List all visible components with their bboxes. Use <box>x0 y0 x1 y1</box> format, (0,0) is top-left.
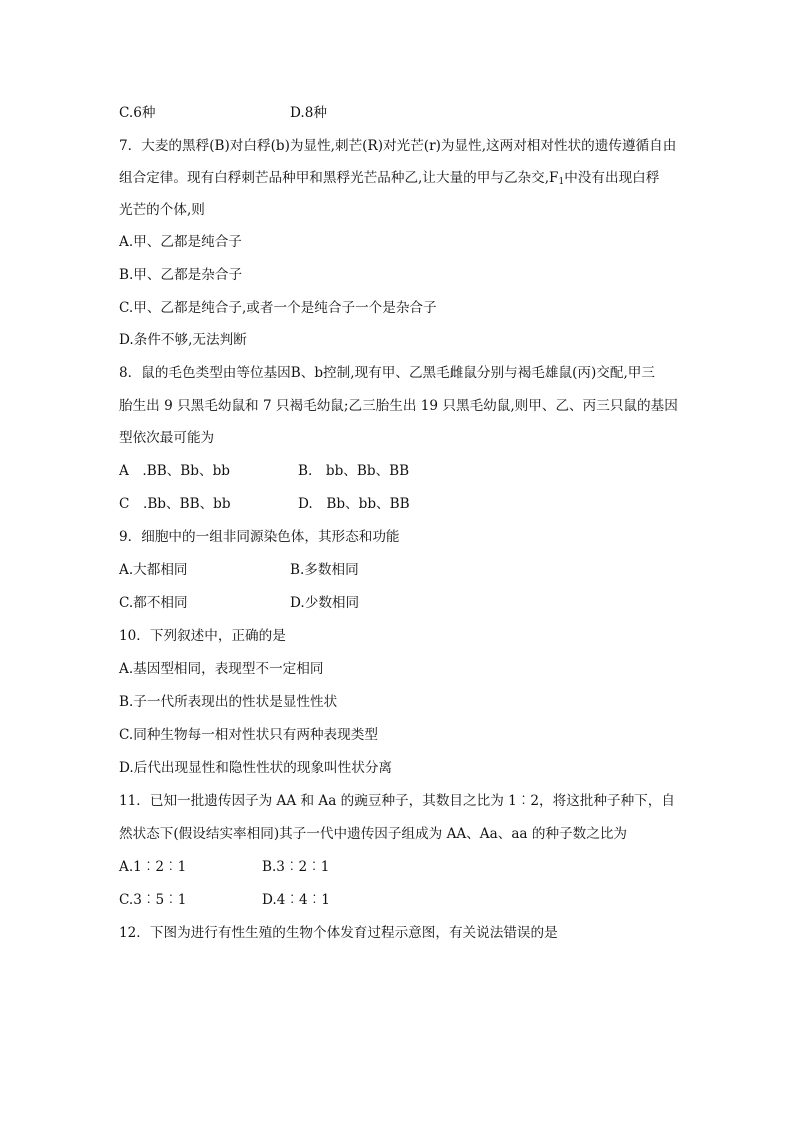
q8-option-row-2 <box>119 494 410 514</box>
q9-option-b: B.多数相同 <box>290 562 359 578</box>
q8-stem-line-2: 胎生出 9 只黑毛幼鼠和 7 只褐毛幼鼠;乙三胎生出 19 只黑毛幼鼠,则甲、乙、丙三只鼠的基因 <box>119 398 678 414</box>
q11-stem-line-1: 11．已知一批遗传因子为 AA 和 Aa 的豌豆种子，其数目之比为 1︰2，将这批种子种下，自 <box>119 793 675 809</box>
q7-option-d: D.条件不够,无法判断 <box>119 332 247 348</box>
q7-option-c: C.甲、乙都是纯合子,或者一个是纯合子一个是杂合子 <box>119 300 437 316</box>
q10-option-a: A.基因型相同，表现型不一定相同 <box>119 661 324 677</box>
q9-option-a: A.大都相同 <box>119 562 188 578</box>
q8-option-d: D. Bb、bb、BB <box>298 496 410 512</box>
q7-option-b: B.甲、乙都是杂合子 <box>119 267 243 283</box>
q10-option-b: B.子一代所表现出的性状是显性性状 <box>119 694 338 710</box>
q8-option-c: C .Bb、BB、bb <box>119 496 231 512</box>
q7-stem-line-2a: 组合定律。现有白稃刺芒品种甲和黑稃光芒品种乙,让大量的甲与乙杂交,F <box>119 170 559 186</box>
q11-option-row-1 <box>119 857 330 877</box>
q9-option-row-2 <box>119 593 360 613</box>
q11-option-b: B.3︰2︰1 <box>262 859 330 875</box>
q11-option-c: C.3︰5︰1 <box>119 892 187 908</box>
q6-option-c: C.6种 <box>119 105 156 121</box>
q8-option-b: B. bb、Bb、BB <box>298 463 410 479</box>
q11-option-row-2 <box>119 890 330 910</box>
q8-option-a: A .BB、Bb、bb <box>119 463 230 479</box>
q11-option-d: D.4︰4︰1 <box>262 892 330 908</box>
q8-stem-line-1: 8．鼠的毛色类型由等位基因B、b控制,现有甲、乙黑毛雌鼠分别与褐毛雄鼠(丙)交配,甲三 <box>119 365 655 381</box>
q11-stem-line-2: 然状态下(假设结实率相同)其子一代中遗传因子组成为 AA、Aa、aa 的种子数之比为 <box>119 826 628 842</box>
q6-option-d: D.8种 <box>290 105 327 121</box>
q7-stem-line-2 <box>119 168 659 192</box>
q6-option-row <box>119 103 327 123</box>
q7-option-a: A.甲、乙都是纯合子 <box>119 234 242 250</box>
q7-stem-line-3: 光芒的个体,则 <box>119 202 205 218</box>
q7-stem-line-2b: 中没有出现白稃 <box>564 170 660 186</box>
q8-stem-line-3: 型依次最可能为 <box>119 430 215 446</box>
f1-subscript: 1 <box>558 177 565 187</box>
q12-stem: 12．下图为进行有性生殖的生物个体发育过程示意图，有关说法错误的是 <box>119 925 558 941</box>
q10-stem: 10．下列叙述中，正确的是 <box>119 628 286 644</box>
q9-option-d: D.少数相同 <box>290 595 360 611</box>
q9-option-row-1 <box>119 560 359 580</box>
q9-stem: 9．细胞中的一组非同源染色体，其形态和功能 <box>119 529 400 545</box>
q11-option-a: A.1︰2︰1 <box>119 859 187 875</box>
q8-option-row-1 <box>119 461 410 481</box>
q7-stem-line-1: 7．大麦的黑稃(B)对白稃(b)为显性,刺芒(R)对光芒(r)为显性,这两对相对性状的遗传遵循自由 <box>119 138 677 154</box>
q10-option-c: C.同种生物每一相对性状只有两种表现类型 <box>119 727 378 743</box>
q10-option-d: D.后代出现显性和隐性性状的现象叫性状分离 <box>119 760 393 776</box>
q9-option-c: C.都不相同 <box>119 595 188 611</box>
